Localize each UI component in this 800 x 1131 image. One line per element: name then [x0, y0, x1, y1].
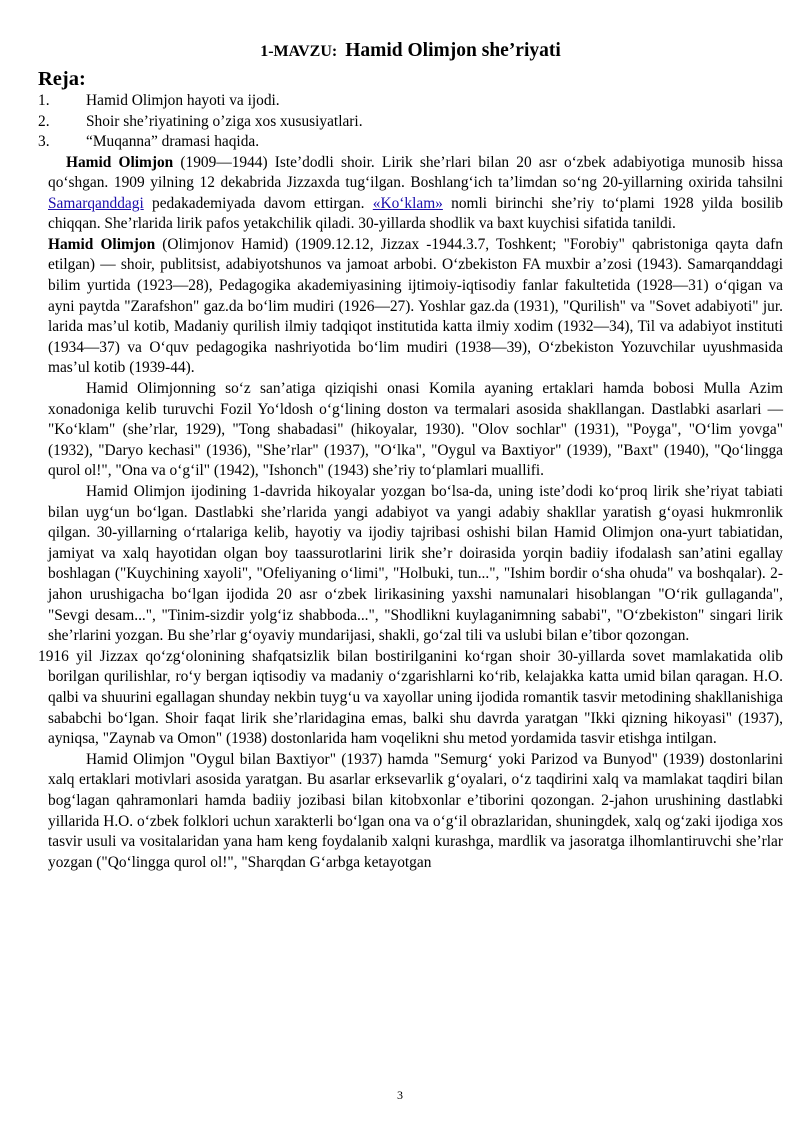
author-name: Hamid Olimjon [66, 153, 174, 171]
plan-item-number: 1. [38, 92, 50, 109]
paragraph-epic-poems: Hamid Olimjon "Oygul bilan Baxtiyor" (1937) hamda "Semurg‘ yoki Parizod va Bunyod" (1939) dostonlarini xalq ertaklari motivlari asosida yaratgan. Bu asarlar erksevarlik g‘oyalari, o‘z taqdirini xalq va mamlakat taqdiri bilan bog‘lagan qahramonlari hamda badiiy jozibasi bilan kitobxonlar e’tiborini qozongan. 2-jahon urushining dastlabki yillarida H.O. o‘zbek folklori uchun xarakterli bo‘lgan ona va o‘g‘il obrazlaridan, shuningdek, xalq og‘zaki ijodiga xos tasvir usuli va vositalaridan yana ham keng foydalanib xalqni kurashga, mardlik va jasoratga ilhomlantiruvchi she’rlar yozgan ("Qo‘lingga qurol ol!", "Sharqdan G‘arbga ketayotgan [48, 750, 783, 871]
paragraph-early-works: Hamid Olimjonning so‘z san’atiga qiziqishi onasi Komila ayaning ertaklari hamda bobosi Mulla Azim xonadoniga kelib turuvchi Fozil Yo‘ldosh o‘g‘lining doston va termalari asosida shakllangan. Dastlabki asarlari — "Ko‘klam" (she’rlar, 1929), "Tong shabadasi" (hikoyalar, 1930). "Olov sochlar" (1931), "Poyga", "O‘lim yovga" (1932), "Daryo kechasi" (1936), "She’rlar" (1937), "O‘lka", "Oygul va Baxtiyor" (1939), "Baxt" (1940), "Qo‘lingga qurol ol!", "Ona va o‘g‘il" (1942), "Ishonch" (1943) she’riy to‘plamlari muallifi. [48, 380, 783, 480]
page-number: 3 [397, 1088, 403, 1102]
plan-item-text: Shoir she’riyatining o’ziga xos xususiyatlari. [86, 112, 363, 130]
paragraph-lyric-poetry: Hamid Olimjon ijodining 1-davrida hikoyalar yozgan bo‘lsa-da, uning iste’dodi ko‘proq lirik she’riyat tabiati bilan uyg‘un bo‘lgan. Dastlabki she’rlarida yangi adabiyot va yangi adabiy shakllar yaratish g‘oyasi hukmronlik qilgan. 30-yillarning o‘rtalariga kelib, hayotiy va ijodiy tajribasi oshishi bilan Hamid Olimjon ona-yurt tabiatidan, jamiyat va xalq hayotidan olgan boy taassurotlarini lirik she’r doirasida yorqin badiiy ifodalash san’atini egallay boshlagan ("Kuychining xayoli", "Ofeliyaning o‘limi", "Holbuki, tun...", "Ishim bordir o‘sha ohuda" va boshqalar). 2-jahon urushigacha bo‘lgan ijodida 20 asr o‘zbek lirikasining yaxshi namunalari hisoblangan "O‘rik gullaganda", "Sevgi desam...", "Tinim-sizdir yolg‘iz shabboda...", "Shodlikni kuylaganimning sababi", "O‘zbekiston" singari lirik she’rlarini yozgan. Bu she’rlar g‘oyaviy mundarijasi, shakli, go‘zal tili va uslubi bilan e’tibor qozongan. [48, 483, 783, 645]
paragraph-text: pedakademiyada davom ettirgan. [143, 194, 373, 212]
plan-item-number: 2. [38, 112, 50, 130]
link-koklam[interactable]: «Ko‘klam» [372, 194, 443, 212]
document-page [38, 34, 783, 873]
link-samarqanddagi[interactable]: Samarqanddagi [48, 194, 144, 212]
plan-item [38, 112, 783, 133]
paragraph-text: (Olimjonov Hamid) (1909.12.12, Jizzax -1944.3.7, Toshkent; "Forobiy" qabristoniga qayta dafn etilgan) — shoir, publitsist, adabiyotshunos va jamoat arbobi. O‘zbekiston FA muxbir a’zosi (1943). Samarqanddagi bilim yurtida (1923—28), Pedagogika akademiyasining ijtimoiy-iqtisodiy fanlar fakultetida (1928—31) o‘qigan va ayni paytda "Zarafshon" gaz.da bo‘lim mudiri (1926—27). Yoshlar gaz.da (1931), "Qurilish" va "Sovet adabiyoti" jur. larida mas’ul kotib, Madaniy qurilish ilmiy tadqiqot institutida katta ilmiy xodim (1932—34), Til va adabiyot instituti (1934—37) va O‘quv pedagogika nashriyotida bo‘lim mudiri (1938—39), O‘zbekiston Yozuvchilar uyushmasida mas’ul kotib (1939-44). [48, 235, 783, 377]
plan-item [38, 132, 783, 153]
paragraph-biography [38, 235, 783, 379]
paragraph-romanticism: 1916 yil Jizzax qo‘zg‘olonining shafqatsizlik bilan bostirilganini ko‘rgan shoir 30-yillarda sovet mamlakatida olib borilgan qurilishlar, ro‘y bergan iqtisodiy va madaniy o‘zgarishlarni ko‘rib, kelajakka katta umid bilan qaragan. H.O. qalbi va shuurini egallagan shunday nekbin tuyg‘u va xayollar uning ijodida romantik tasvir metodining shakllanishiga sababchi bo‘lgan. Shoir faqat lirik she’rlaridagina emas, balki shu davrda yaratgan "Ikki qizning hikoyasi" (1937), ayniqsa, "Zaynab va Omon" (1938) dostonlarida ham voqelikni shu metod yordamida tasvir etishga intilgan. [38, 647, 783, 748]
title-prefix: 1-MAVZU: [260, 43, 338, 60]
paragraph-text: (1909—1944) Iste’dodli shoir. Lirik she’rlari bilan 20 asr o‘zbek adabiyotiga munosib hissa qo‘shgan. 1909 yilning 12 dekabrida Jizzaxda tug‘ilgan. Boshlang‘ich ta’limdan so‘ng 20-yillarning oxirida tahsilni [48, 153, 783, 192]
plan-item-number: 3. [38, 133, 50, 150]
plan-item-text: “Muqanna” dramasi haqida. [86, 133, 260, 150]
author-name: Hamid Olimjon [48, 235, 156, 253]
plan-heading: Reja: [38, 68, 86, 90]
page-title [38, 34, 783, 63]
paragraph-text: nomli birinchi she’riy to‘plami 1928 yilda bosilib chiqqan. She’rlarida lirik pafos yetakchilik qiladi. 30-yillarda shodlik va baxt kuychisi sifatida tanildi. [48, 194, 784, 233]
title-main: Hamid Olimjon she’riyati [345, 40, 561, 61]
plan-list [38, 91, 783, 153]
plan-item [38, 91, 783, 112]
plan-item-text: Hamid Olimjon hayoti va ijodi. [86, 92, 280, 109]
paragraph-intro [38, 153, 783, 235]
